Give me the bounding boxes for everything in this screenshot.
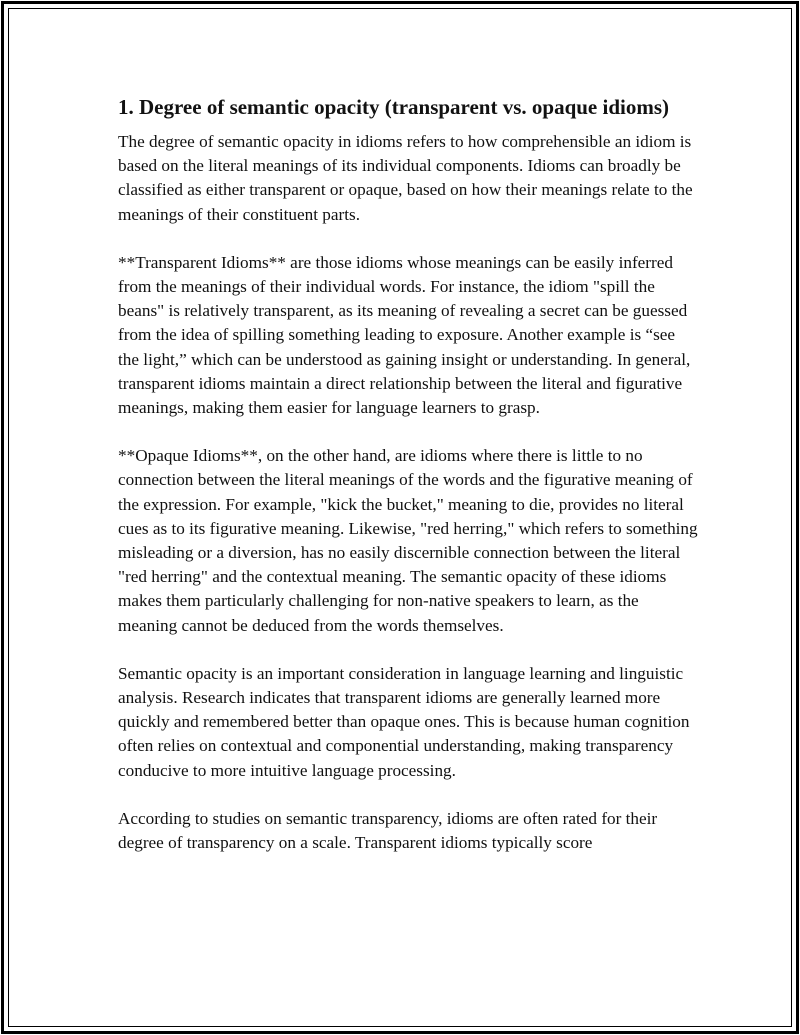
paragraph-intro: The degree of semantic opacity in idioms refers to how comprehensible an idiom is based on the literal meanings of its individual components. Idioms can broadly be classified as either transparent or opaque, based on how their meanings relate to the meanings of their constituent parts. [118,132,693,224]
section-heading: 1. Degree of semantic opacity (transparent vs. opaque idioms) [118,95,670,119]
paragraph-transparency-studies: According to studies on semantic transparency, idioms are often rated for their degree of transparency on a scale. Transparent idioms typically score [118,808,658,853]
paragraph-opaque-idioms: **Opaque Idioms**, on the other hand, are idioms where there is little to no connection between the literal meanings of the words and the figurative meaning of the expression. For example, "kick the bucket," meaning to die, provides no literal cues as to its figurative meaning. Likewise, "red herring," which refers to something misleading or a diversion, has no easily discernible connection between the literal "red herring" and the contextual meaning. The semantic opacity of these idioms makes them particularly challenging for non-native speakers to learn, as the meaning cannot be deduced from the words themselves. [118,446,698,635]
paragraph-transparent-idioms: **Transparent Idioms** are those idioms whose meanings can be easily inferred from the meanings of their individual words. For instance, the idiom "spill the beans" is relatively transparent, as its meaning of revealing a secret can be guessed from the idea of spilling something leading to exposure. Another example is “see the light,” which can be understood as gaining insight or understanding. In general, transparent idioms maintain a direct relationship between the literal and figurative meanings, making them easier for language learners to grasp. [118,252,691,418]
paragraph-language-learning: Semantic opacity is an important consideration in language learning and linguistic analysis. Research indicates that transparent idioms are generally learned more quickly and remembered better than opaque ones. This is because human cognition often relies on contextual and componential understanding, making transparency conducive to more intuitive language processing. [118,663,690,780]
document-body [118,94,698,879]
